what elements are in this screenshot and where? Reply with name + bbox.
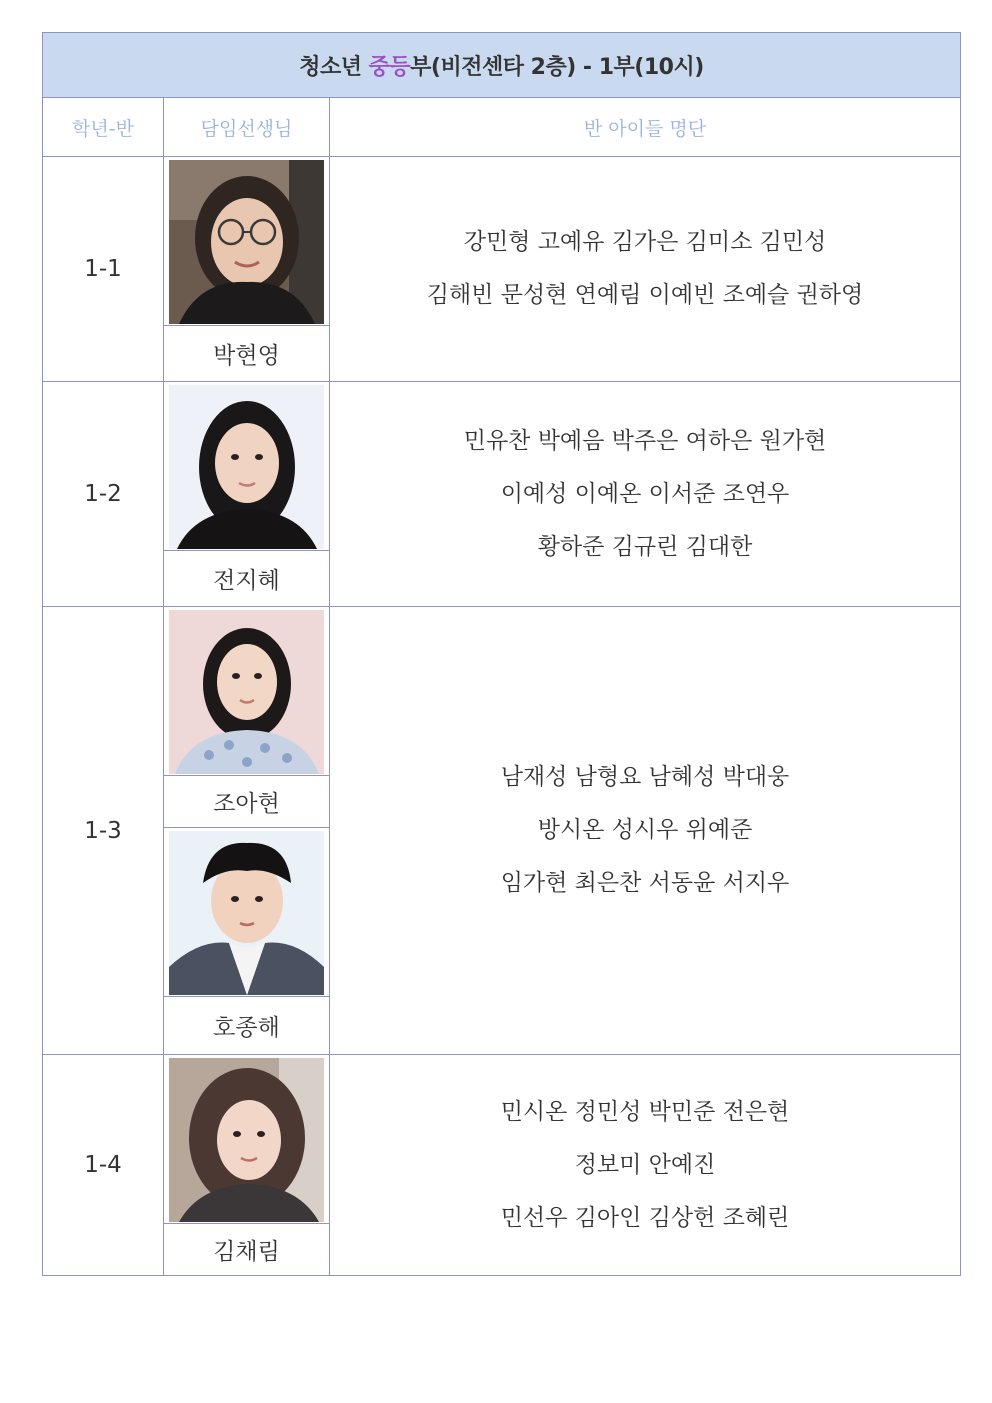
class-label: 1-2 <box>43 382 164 607</box>
teacher-photo-cell <box>164 828 330 997</box>
teacher-photo-cell <box>164 607 330 776</box>
teacher-photo-cell <box>164 1055 330 1224</box>
roster-table <box>42 32 961 1276</box>
teacher-name: 박현영 <box>164 326 330 382</box>
teacher-name: 전지혜 <box>164 551 330 607</box>
teacher-photo-cell <box>164 157 330 326</box>
page-title <box>43 33 961 98</box>
student-line: 임가현 최은찬 서동윤 서지우 <box>500 870 790 896</box>
student-line: 남재성 남형요 남혜성 박대웅 <box>500 764 790 790</box>
student-line: 민유찬 박예음 박주은 여하은 원가현 <box>463 427 827 454</box>
class-label: 1-4 <box>43 1055 164 1276</box>
teacher-name: 김채림 <box>164 1224 330 1276</box>
student-list <box>330 607 961 1055</box>
header-students: 반 아이들 명단 <box>330 98 961 157</box>
header-row <box>43 98 961 157</box>
title-suffix: 부(비전센타 2층) - 1부(10시) <box>410 54 704 80</box>
class-row-1-3 <box>43 607 961 776</box>
student-list <box>330 157 961 382</box>
title-prefix: 청소년 <box>299 54 369 80</box>
teacher-photo <box>169 160 324 324</box>
class-row-1-4 <box>43 1055 961 1224</box>
teacher-photo-cell <box>164 382 330 551</box>
student-line: 강민형 고예유 김가은 김미소 김민성 <box>463 229 827 255</box>
teacher-photo <box>169 1058 324 1222</box>
class-row-1-2 <box>43 382 961 551</box>
teacher-photo <box>169 610 324 774</box>
student-line: 정보미 안예진 <box>574 1151 716 1178</box>
teacher-photo <box>169 831 324 995</box>
header-class: 학년-반 <box>43 98 164 157</box>
student-line: 이예성 이예온 이서준 조연우 <box>500 480 790 507</box>
student-list <box>330 1055 961 1276</box>
student-line: 민시온 정민성 박민준 전은현 <box>500 1098 790 1125</box>
student-line: 방시온 성시우 위예준 <box>537 817 753 843</box>
student-line: 민선우 김아인 김상헌 조혜린 <box>500 1204 790 1231</box>
title-row <box>43 33 961 98</box>
student-line: 김해빈 문성현 연예림 이예빈 조예슬 권하영 <box>426 282 864 308</box>
class-label: 1-1 <box>43 157 164 382</box>
student-line: 황하준 김규린 김대한 <box>537 533 753 560</box>
teacher-name: 호종해 <box>164 997 330 1055</box>
class-row-1-1 <box>43 157 961 326</box>
student-list <box>330 382 961 607</box>
header-teacher: 담임선생님 <box>164 98 330 157</box>
teacher-name: 조아현 <box>164 776 330 828</box>
class-label: 1-3 <box>43 607 164 1055</box>
title-highlight: 중등 <box>368 54 411 80</box>
teacher-photo <box>169 385 324 549</box>
